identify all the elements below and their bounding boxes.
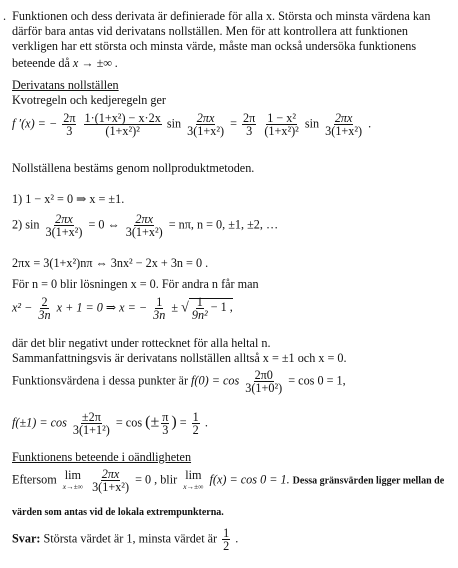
fraction: $\frac{2\pi x}{\text{3(1+x²)}}$	[45, 212, 83, 239]
zero-product-text: Nollställena bestäms genom nollproduktmetoden.	[12, 161, 255, 175]
intro-line-4: beteende då x → ±∞ .	[12, 56, 119, 70]
fraction: $\frac{2\pi 0}{\text{3(1+0²)}}$	[245, 368, 283, 395]
fraction: $\frac{2\pi x}{\text{3(1+x²)}}$	[325, 111, 363, 138]
n-zero-text: För n = 0 blir lösningen x = 0. För andra n får man	[12, 277, 259, 291]
fraction: $\frac{1}{2}$	[223, 526, 230, 553]
fraction: $\frac{2\pi}{3}$	[63, 111, 76, 138]
fraction: $\frac{1}{3n}$	[153, 295, 166, 322]
fraction: $\frac{1}{2}$	[192, 410, 199, 437]
quotient-rule-text: Kvotregeln och kedjeregeln ger	[12, 93, 166, 107]
negative-root-text: där det blir negativt under rottecknet för alla heltal n.	[12, 336, 271, 350]
limit-operator: lim x→±∞	[183, 467, 204, 491]
intro-line-2: därför bara antas vid derivatans nollställen. Men för att kontrollera att funktionen	[12, 24, 408, 38]
answer-line: Svar: Största värdet är 1, minsta värdet är $\frac{1}{2}$ .	[12, 526, 239, 553]
function-values-line-2: f(±1) = cos $\frac{\pm 2\pi}{\text{3(1+1²)}}$ = cos (± $\frac{\pi}{3}$ ) = $\frac{1}{2}$ .	[12, 410, 208, 437]
quadratic-solution: x² − $\frac{2}{3n}$ x + 1 = 0 ⇒ x = − $\frac{1}{3n}$ ± √ $\frac{1}{\text{9n²}}$ − 1 ,	[12, 295, 233, 322]
case-2: 2) sin $\frac{2\pi x}{\text{3(1+x²)}}$ = 0 ⇔ $\frac{2\pi x}{\text{3(1+x²)}}$ = nπ, n = 0, ±1, ±2, …	[12, 212, 279, 239]
case-2-equation: 2πx = 3(1+x²)nπ ⇔ 3nx² − 2x + 3n = 0 .	[12, 256, 209, 270]
derivative-formula: f ′(x) = − $\frac{2\pi}{3}$ $\frac{\text{1·(1+x²) − x·2x}}{\text{(1+x²)²}}$ sin $\frac{2\pi x}{\text{3(1+x²)}}$ = $\frac{2\pi}{3}$ $\frac{\text{1 − x²}}{\text{(1+x²)²}}$ sin $\frac{2\pi x}{\text{3(1+x²)}}$ .	[12, 111, 372, 138]
case-1: 1) 1 − x² = 0 ⇒ x = ±1.	[12, 192, 125, 206]
function-values-line: Funktionsvärdena i dessa punkter är f(0) = cos $\frac{2\pi 0}{\text{3(1+0²)}}$ = cos 0 = 1,	[12, 368, 346, 395]
fraction: $\frac{\pi}{3}$	[162, 410, 169, 437]
intro-line-1	[3, 9, 430, 23]
fraction: $\frac{2\pi x}{\text{3(1+x²)}}$	[187, 111, 225, 138]
limits-line-2: värden som antas vid de lokala extrempunkterna.	[12, 507, 224, 518]
infinity-condition: x → ±∞ .	[72, 56, 119, 70]
sqrt-radicand: $\frac{1}{\text{9n²}}$ − 1 ,	[189, 298, 233, 314]
section-heading-derivative-zeros: Derivatans nollställen	[12, 78, 119, 92]
fraction: $\frac{\text{1·(1+x²) − x·2x}}{\text{(1+x²)²}}$	[84, 111, 161, 138]
intro-line-3: verkligen har ett största och minsta värde, måste man också undersöka funktionens	[12, 39, 417, 53]
fraction: $\frac{2\pi x}{\text{3(1+x²)}}$	[92, 467, 130, 494]
answer-label: Svar:	[12, 531, 41, 546]
sqrt-sign-icon: √	[181, 300, 189, 316]
limit-operator: lim x→±∞	[62, 467, 84, 491]
summary-text: Sammanfattningsvis är derivatans nollställen alltså x = ±1 och x = 0.	[12, 351, 347, 365]
fraction: $\frac{\text{1 − x²}}{\text{(1+x²)²}}$	[264, 111, 299, 138]
limits-line: Eftersom lim x→±∞ $\frac{2\pi x}{\text{3(1+x²)}}$ = 0 , blir lim x→±∞ f(x) = cos 0 = 1. Dessa gränsvärden ligger mellan de	[12, 467, 445, 494]
fraction: $\frac{2\pi x}{\text{3(1+x²)}}$	[125, 212, 163, 239]
intro-text-1: Funktionen och dess derivata är definierade för alla x. Största och minsta värdena kan	[12, 9, 431, 23]
problem-marker: .	[3, 9, 7, 23]
fraction: $\frac{\pm 2\pi}{\text{3(1+1²)}}$	[72, 410, 110, 437]
fraction: $\frac{2\pi}{3}$	[243, 111, 256, 138]
section-heading-infinity: Funktionens beteende i oändligheten	[12, 450, 192, 464]
fraction: $\frac{2}{3n}$	[38, 295, 51, 322]
